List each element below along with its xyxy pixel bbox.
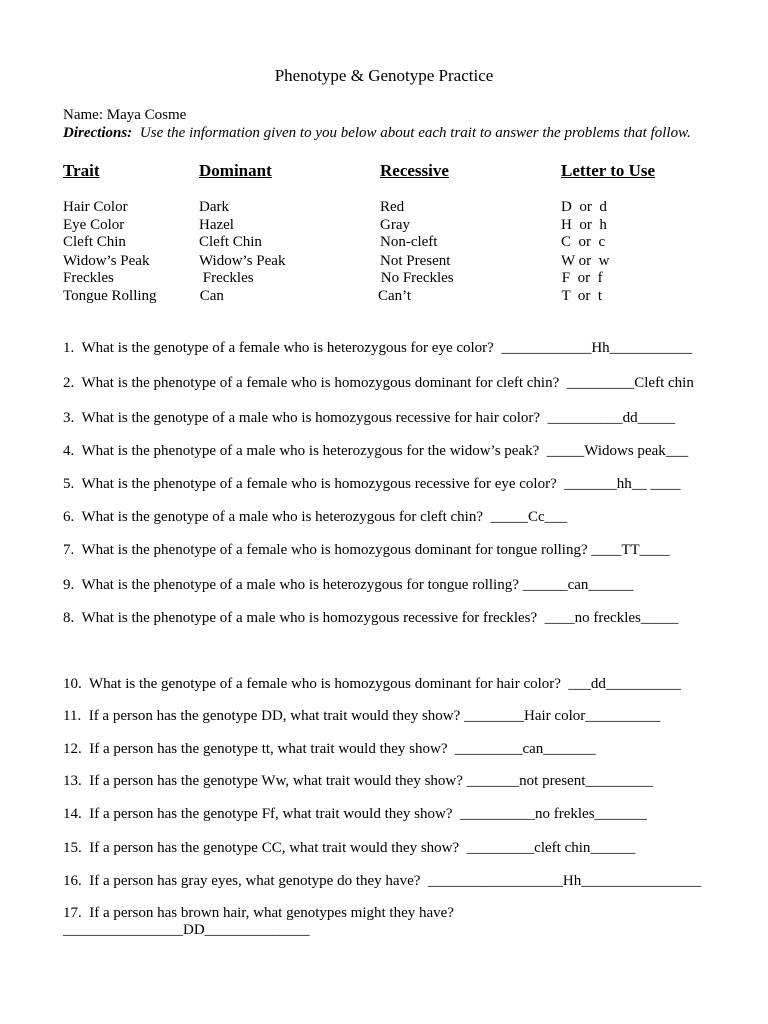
question-2: 2. What is the phenotype of a female who is homozygous dominant for cleft chin? _________Cleft chin: [63, 375, 694, 391]
directions: [63, 125, 691, 142]
student-name: Name: Maya Cosme: [63, 107, 187, 123]
question-16: 16. If a person has gray eyes, what genotype do they have? __________________Hh________________: [63, 873, 702, 889]
recessive-cell: No Freckles: [377, 270, 454, 286]
directions-text: Use the information given to you below about each trait to answer the problems that follow.: [139, 125, 691, 141]
question-11: 11. If a person has the genotype DD, what trait would they show? ________Hair color__________: [63, 708, 661, 724]
header-dominant: Dominant: [199, 161, 272, 180]
page-title: Phenotype & Genotype Practice: [274, 66, 494, 85]
question-6: 6. What is the genotype of a male who is heterozygous for cleft chin? _____Cc___: [63, 509, 568, 525]
dominant-cell: Cleft Chin: [199, 234, 262, 250]
letter-cell: C or c: [561, 234, 606, 250]
header-letter: Letter to Use: [561, 161, 656, 180]
recessive-cell: Can’t: [378, 288, 412, 304]
question-17: 17. If a person has brown hair, what genotypes might they have?: [63, 905, 454, 921]
question-1: 1. What is the genotype of a female who is heterozygous for eye color? ____________Hh___________: [63, 340, 693, 356]
letter-cell: W or w: [561, 253, 610, 269]
letter-cell: H or h: [561, 217, 607, 233]
trait-cell: Freckles: [63, 270, 114, 286]
trait-cell: Widow’s Peak: [63, 253, 150, 269]
question-3: 3. What is the genotype of a male who is homozygous recessive for hair color? __________dd_____: [63, 410, 676, 426]
question-13: 13. If a person has the genotype Ww, what trait would they show? _______not present_________: [63, 773, 653, 789]
dominant-cell: Hazel: [199, 217, 234, 233]
question-9: 9. What is the phenotype of a male who is heterozygous for tongue rolling? ______can______: [63, 577, 634, 593]
letter-cell: T or t: [558, 288, 603, 304]
question-17-answer: ________________DD______________: [63, 922, 310, 938]
dominant-cell: Widow’s Peak: [199, 253, 286, 269]
dominant-cell: Can: [196, 288, 224, 304]
question-14: 14. If a person has the genotype Ff, what trait would they show? __________no frekles_______: [63, 806, 648, 822]
recessive-cell: Red: [380, 199, 405, 215]
trait-cell: Hair Color: [63, 199, 128, 215]
header-trait: Trait: [63, 161, 100, 180]
letter-cell: F or f: [558, 270, 603, 286]
question-4: 4. What is the phenotype of a male who is heterozygous for the widow’s peak? _____Widows peak___: [63, 443, 689, 459]
question-10: 10. What is the genotype of a female who is homozygous dominant for hair color? ___dd__________: [63, 676, 681, 692]
question-5: 5. What is the phenotype of a female who is homozygous recessive for eye color? _______hh__ ____: [63, 476, 681, 492]
trait-cell: Eye Color: [63, 217, 125, 233]
header-recessive: Recessive: [380, 161, 449, 180]
recessive-cell: Not Present: [380, 253, 451, 269]
letter-cell: D or d: [561, 199, 607, 215]
question-8: 8. What is the phenotype of a male who is homozygous recessive for freckles? ____no freckles_____: [63, 610, 679, 626]
question-12: 12. If a person has the genotype tt, what trait would they show? _________can_______: [63, 741, 596, 757]
recessive-cell: Gray: [380, 217, 410, 233]
question-15: 15. If a person has the genotype CC, what trait would they show? _________cleft chin______: [63, 840, 636, 856]
recessive-cell: Non-cleft: [380, 234, 438, 250]
question-7: 7. What is the phenotype of a female who is homozygous dominant for tongue rolling? ____TT____: [63, 542, 670, 558]
directions-label: Directions:: [63, 125, 133, 141]
trait-cell: Cleft Chin: [63, 234, 126, 250]
dominant-cell: Dark: [199, 199, 229, 215]
trait-cell: Tongue Rolling: [63, 288, 157, 304]
dominant-cell: Freckles: [199, 270, 254, 286]
